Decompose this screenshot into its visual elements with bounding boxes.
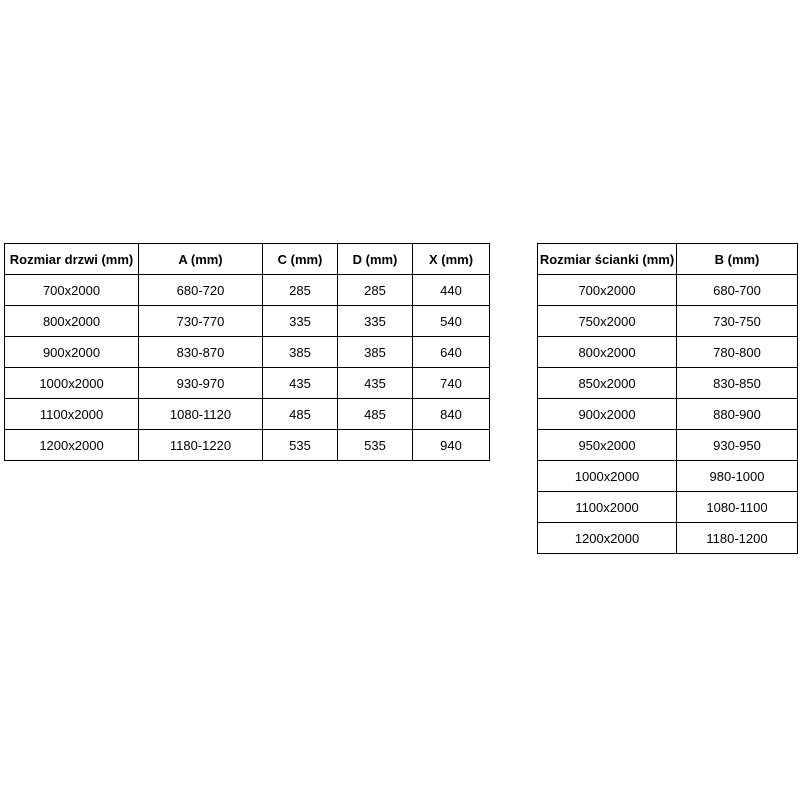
table-row: [538, 523, 798, 554]
table-cell: 740: [413, 368, 490, 399]
table-header-row: [5, 244, 490, 275]
table-cell: 730-770: [139, 306, 263, 337]
column-header-door-size: Rozmiar drzwi (mm): [5, 244, 139, 275]
table-cell: 830-870: [139, 337, 263, 368]
table-cell: 485: [263, 399, 338, 430]
table-cell: 930-950: [677, 430, 798, 461]
door-dimensions-table: [4, 243, 490, 461]
table-cell: 535: [263, 430, 338, 461]
table-cell: 830-850: [677, 368, 798, 399]
table-header-row: [538, 244, 798, 275]
table-row: [538, 492, 798, 523]
column-header-d: D (mm): [338, 244, 413, 275]
table-cell: 535: [338, 430, 413, 461]
table-cell: 940: [413, 430, 490, 461]
table-cell: 1080-1120: [139, 399, 263, 430]
table-cell: 900x2000: [538, 399, 677, 430]
table-cell: 335: [338, 306, 413, 337]
column-header-wall-size: Rozmiar ścianki (mm): [538, 244, 677, 275]
table-row: [538, 275, 798, 306]
table-row: [5, 368, 490, 399]
table-cell: 540: [413, 306, 490, 337]
table-cell: 1000x2000: [538, 461, 677, 492]
column-header-x: X (mm): [413, 244, 490, 275]
table-cell: 1180-1200: [677, 523, 798, 554]
table-cell: 1080-1100: [677, 492, 798, 523]
table-cell: 950x2000: [538, 430, 677, 461]
table-row: [538, 399, 798, 430]
table-cell: 285: [338, 275, 413, 306]
table-row: [5, 399, 490, 430]
table-cell: 1100x2000: [538, 492, 677, 523]
table-cell: 700x2000: [5, 275, 139, 306]
table-cell: 680-720: [139, 275, 263, 306]
table-cell: 800x2000: [5, 306, 139, 337]
table-row: [538, 368, 798, 399]
table-cell: 980-1000: [677, 461, 798, 492]
table-row: [5, 430, 490, 461]
table-row: [5, 275, 490, 306]
table-cell: 1180-1220: [139, 430, 263, 461]
table-cell: 900x2000: [5, 337, 139, 368]
table-row: [5, 337, 490, 368]
table-cell: 440: [413, 275, 490, 306]
table-row: [5, 306, 490, 337]
table-cell: 1000x2000: [5, 368, 139, 399]
table-cell: 485: [338, 399, 413, 430]
table-cell: 680-700: [677, 275, 798, 306]
column-header-a: A (mm): [139, 244, 263, 275]
table-cell: 385: [338, 337, 413, 368]
table-cell: 930-970: [139, 368, 263, 399]
table-cell: 1100x2000: [5, 399, 139, 430]
column-header-b: B (mm): [677, 244, 798, 275]
table-cell: 385: [263, 337, 338, 368]
table-row: [538, 461, 798, 492]
column-header-c: C (mm): [263, 244, 338, 275]
table-row: [538, 337, 798, 368]
table-cell: 435: [263, 368, 338, 399]
table-cell: 700x2000: [538, 275, 677, 306]
table-cell: 780-800: [677, 337, 798, 368]
table-cell: 750x2000: [538, 306, 677, 337]
table-row: [538, 430, 798, 461]
table-cell: 840: [413, 399, 490, 430]
table-cell: 640: [413, 337, 490, 368]
table-cell: 335: [263, 306, 338, 337]
table-cell: 730-750: [677, 306, 798, 337]
table-row: [538, 306, 798, 337]
wall-dimensions-table: [537, 243, 798, 554]
table-cell: 1200x2000: [538, 523, 677, 554]
table-cell: 880-900: [677, 399, 798, 430]
table-cell: 850x2000: [538, 368, 677, 399]
table-cell: 1200x2000: [5, 430, 139, 461]
table-cell: 435: [338, 368, 413, 399]
table-cell: 800x2000: [538, 337, 677, 368]
table-cell: 285: [263, 275, 338, 306]
